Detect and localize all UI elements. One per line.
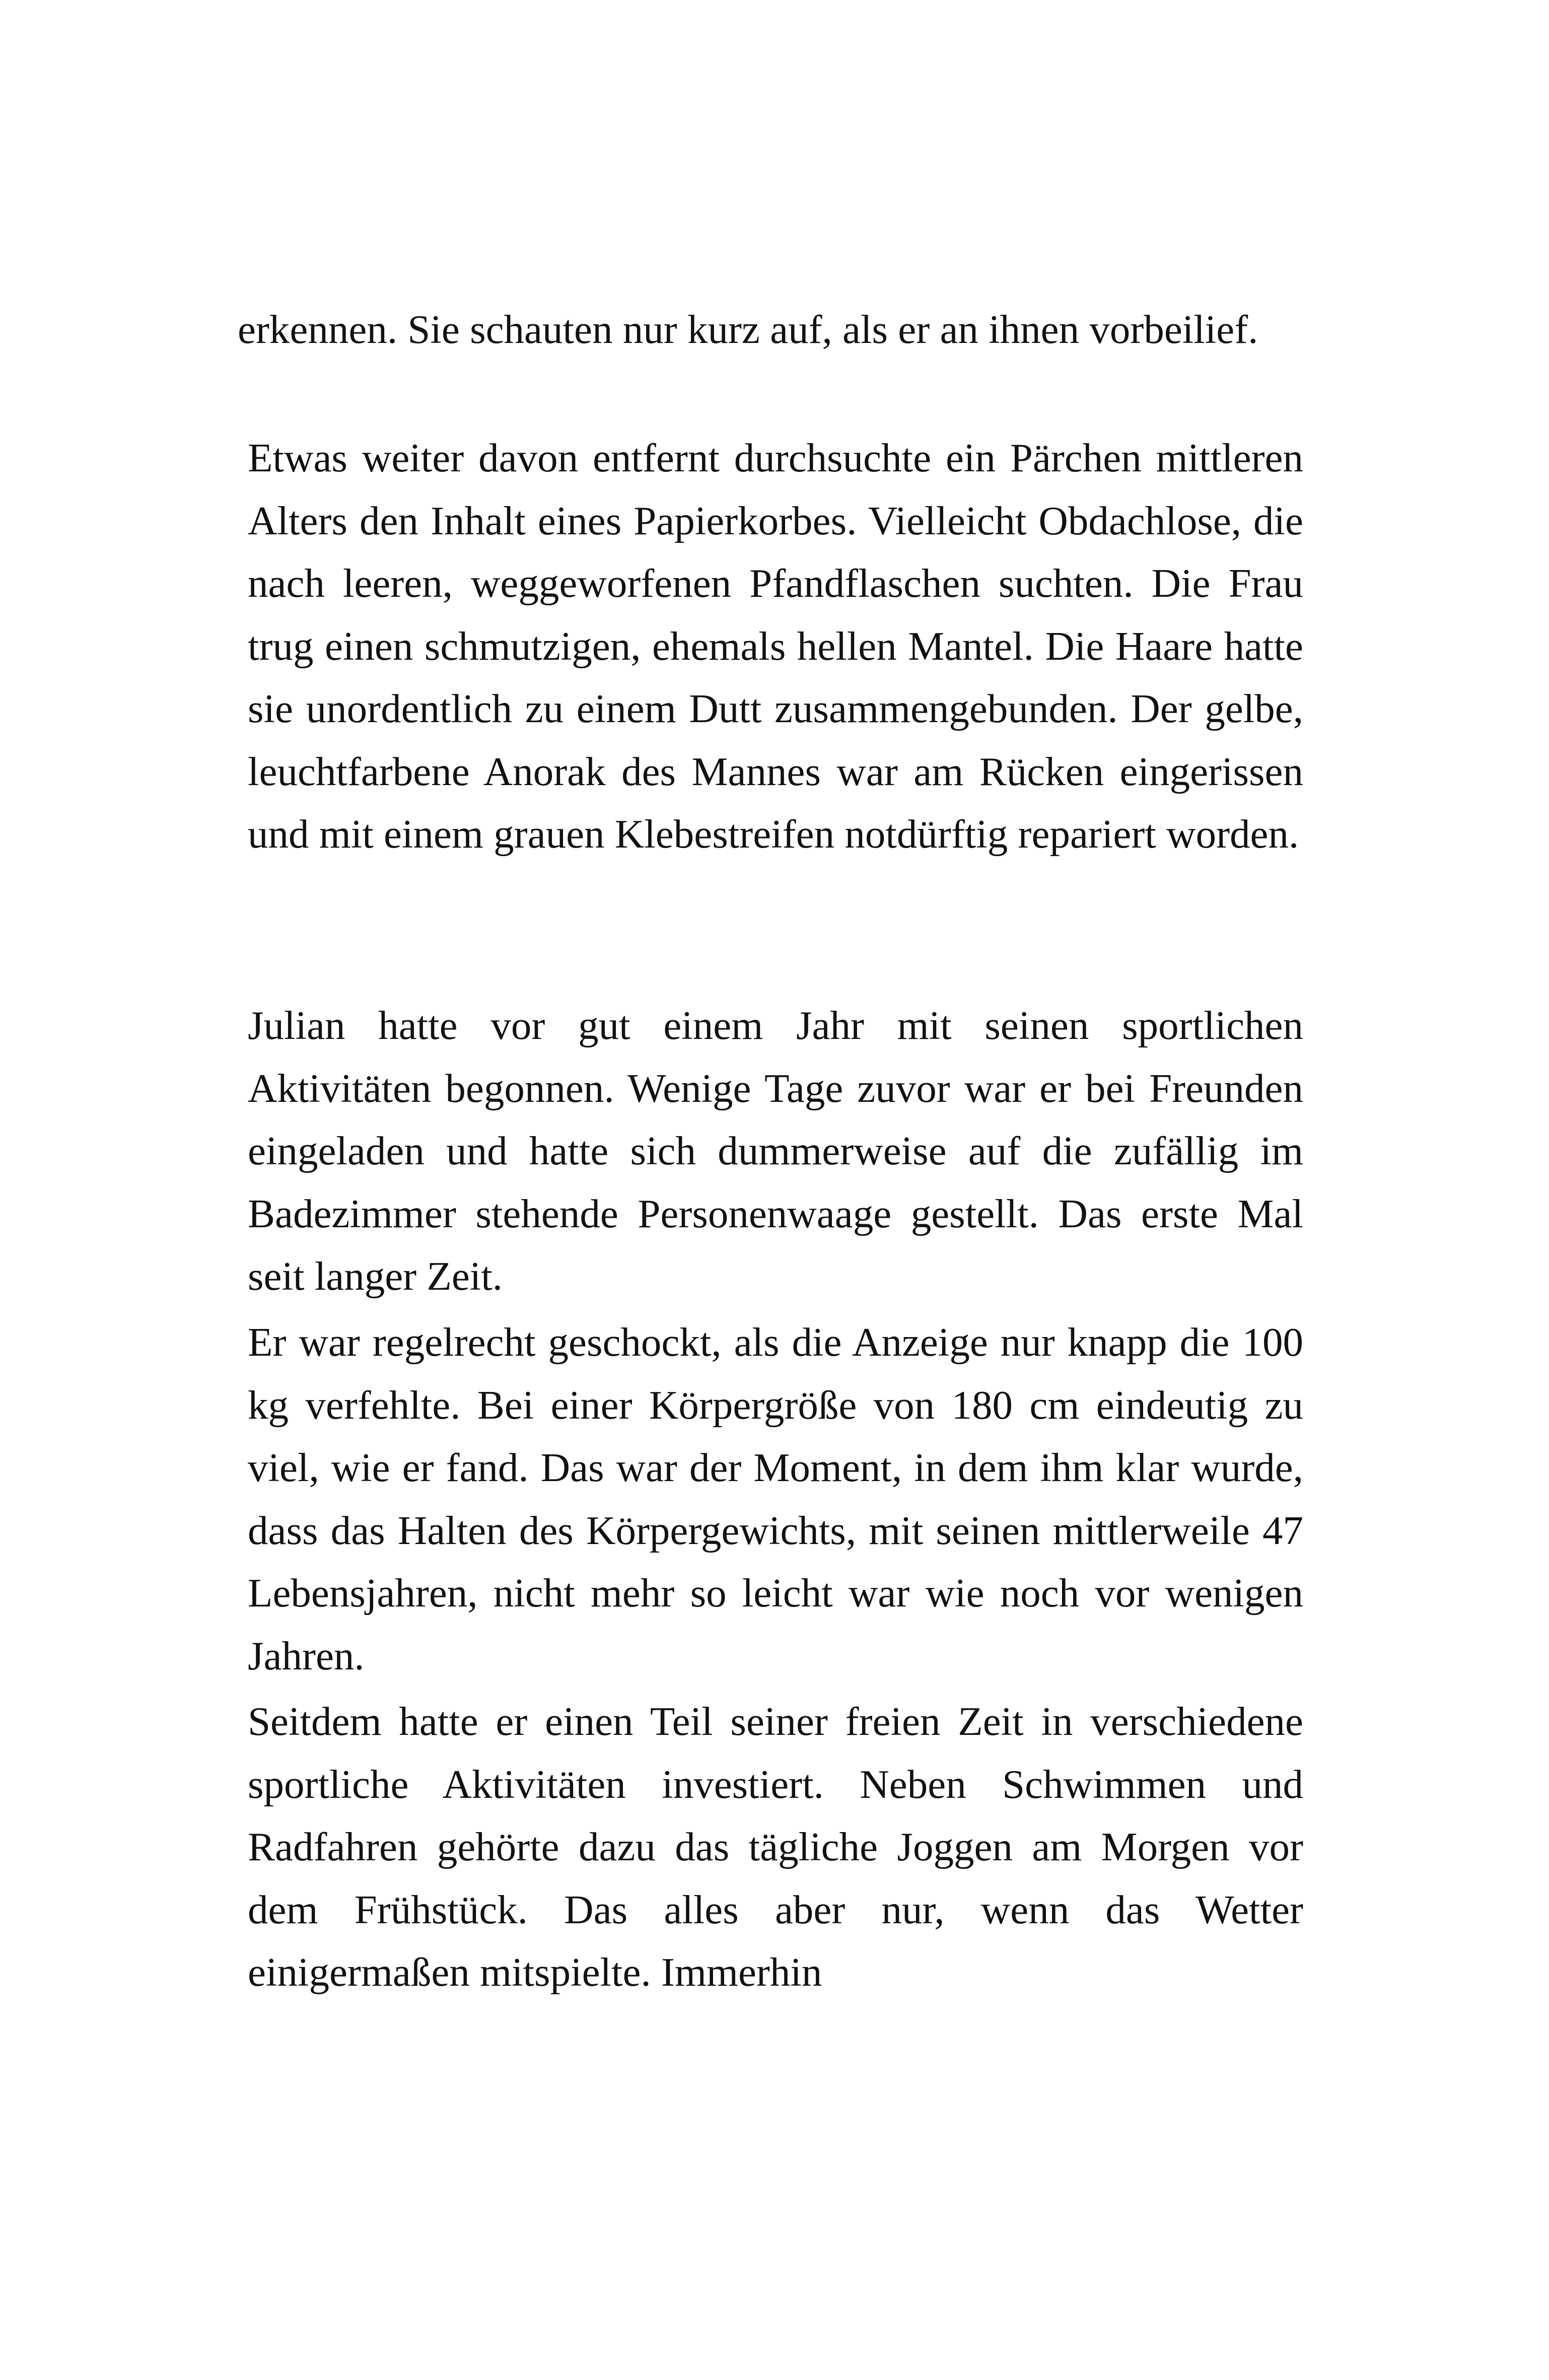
paragraph-2: Etwas weiter davon entfernt durchsuchte ein Pärchen mittleren Alters den Inhalt eines Papierkorbes. Vielleicht Obdachlose, die nach leeren, weggeworfenen Pfandflaschen suchten. Die Frau trug einen schmutzigen, ehemals hellen Mantel. Die Haare hatte sie unordentlich zu einem Dutt zusammengebunden. Der gelbe, leuchtfarbene Anorak des Mannes war am Rücken eingerissen und mit einem grauen Klebestreifen notdürftig repariert worden. [248, 435, 1303, 857]
paragraph-3: Julian hatte vor gut einem Jahr mit seinen sportlichen Aktivitäten begonnen. Wenige Tage zuvor war er bei Freunden eingeladen und hatte sich dummerweise auf die zufällig im Badezimmer stehende Personenwaage gestellt. Das erste Mal seit langer Zeit. [248, 1003, 1303, 1299]
page-text-body [238, 298, 1303, 2004]
paragraph-4: Er war regelrecht geschockt, als die Anzeige nur knapp die 100 kg verfehlte. Bei einer Körpergröße von 180 cm eindeutig zu viel, wie er fand. Das war der Moment, in dem ihm klar wurde, dass das Halten des Körpergewichts, mit seinen mittlerweile 47 Lebensjahren, nicht mehr so leicht war wie noch vor wenigen Jahren. [248, 1319, 1303, 1678]
paragraph-5: Seitdem hatte er einen Teil seiner freien Zeit in verschiedene sportliche Aktivitäten investiert. Neben Schwimmen und Radfahren gehörte dazu das tägliche Joggen am Morgen vor dem Frühstück. Das alles aber nur, wenn das Wetter einigermaßen mitspielte. Immerhin [248, 1699, 1303, 1995]
paragraph-1: erkennen. Sie schauten nur kurz auf, als er an ihnen vorbeilief. [238, 307, 1258, 352]
